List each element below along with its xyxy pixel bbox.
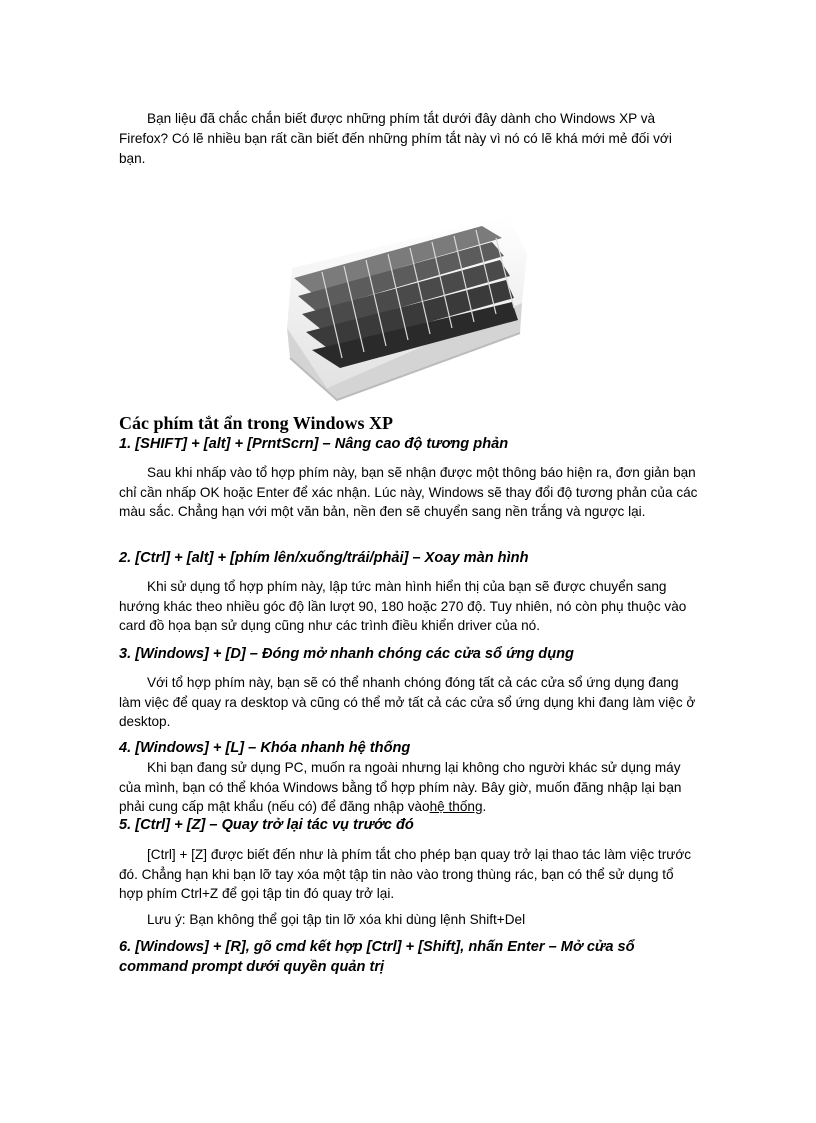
keyboard-photo-icon [282,208,527,403]
section-body-text: Với tổ hợp phím này, bạn sẽ có thể nhanh chóng đóng tất cả các cửa sổ ứng dụng đang làm việc để quay ra desktop và cũng có thể mở tất cả các cửa sổ ứng dụng khi đang làm việc ở desktop. [119,675,696,729]
intro-paragraph [119,109,699,169]
section-heading: 3. [Windows] + [D] – Đóng mở nhanh chóng các cửa sổ ứng dụng [119,646,574,662]
section-body-text: Khi sử dụng tổ hợp phím này, lập tức màn hình hiển thị của bạn sẽ được chuyển sang hướng khác theo nhiều góc độ lần lượt 90, 180 hoặc 270 độ. Tuy nhiên, nó còn phụ thuộc vào card đồ họa bạn sử dụng cũng như các trình điều khiển driver của nó. [119,579,687,633]
intro-text: Bạn liệu đã chắc chắn biết được những phím tắt dưới đây dành cho Windows XP và Firefox? Có lẽ nhiều bạn rất cần biết đến những phím tắt này vì nó có lẽ khá mới mẻ đối với bạn. [119,111,672,166]
section-body-end: . [482,799,487,814]
section-body-text: [Ctrl] + [Z] được biết đến như là phím tắt cho phép bạn quay trở lại thao tác làm việc trước đó. Chẳng hạn khi bạn lỡ tay xóa một tập tin nào vào trong thùng rác, bạn có thể sử dụng tổ hợp phím Ctrl+Z để gọi tập tin đó quay trở lại. [119,847,692,901]
system-link[interactable]: hệ thống [429,799,483,814]
section-heading: 5. [Ctrl] + [Z] – Quay trở lại tác vụ trước đó [119,817,414,833]
page-title: Các phím tắt ẩn trong Windows XP [119,413,394,433]
section-heading: 2. [Ctrl] + [alt] + [phím lên/xuống/trái/phải] – Xoay màn hình [119,550,529,566]
section-heading: 1. [SHIFT] + [alt] + [PrntScrn] – Nâng cao độ tương phản [119,436,509,452]
note-paragraph [119,910,699,930]
note-text: Lưu ý: Bạn không thể gọi tập tin lỡ xóa khi dùng lệnh Shift+Del [147,912,526,927]
section-body [119,463,699,522]
section-body [119,673,699,732]
section-body [119,845,699,904]
section-body [119,577,699,636]
section-heading: 6. [Windows] + [R], gõ cmd kết hợp [Ctrl] + [Shift], nhấn Enter – Mở cửa sổ command prompt dưới quyền quản trị [119,939,635,975]
section-body [119,758,699,817]
section-heading: 4. [Windows] + [L] – Khóa nhanh hệ thống [119,740,411,756]
section-body-text: Khi bạn đang sử dụng PC, muốn ra ngoài nhưng lại không cho người khác sử dụng máy của mình, bạn có thể khóa Windows bằng tổ hợp phím này. Bây giờ, muốn đăng nhập lại bạn phải cung cấp mật khẩu (nếu có) để đăng nhập vào [119,760,682,814]
section-body-text: Sau khi nhấp vào tổ hợp phím này, bạn sẽ nhận được một thông báo hiện ra, đơn giản bạn chỉ cần nhấp OK hoặc Enter để xác nhận. Lúc này, Windows sẽ thay đổi độ tương phản của các màu sắc. Chẳng hạn với một văn bản, nền đen sẽ chuyển sang nền trắng và ngược lại. [119,465,698,519]
